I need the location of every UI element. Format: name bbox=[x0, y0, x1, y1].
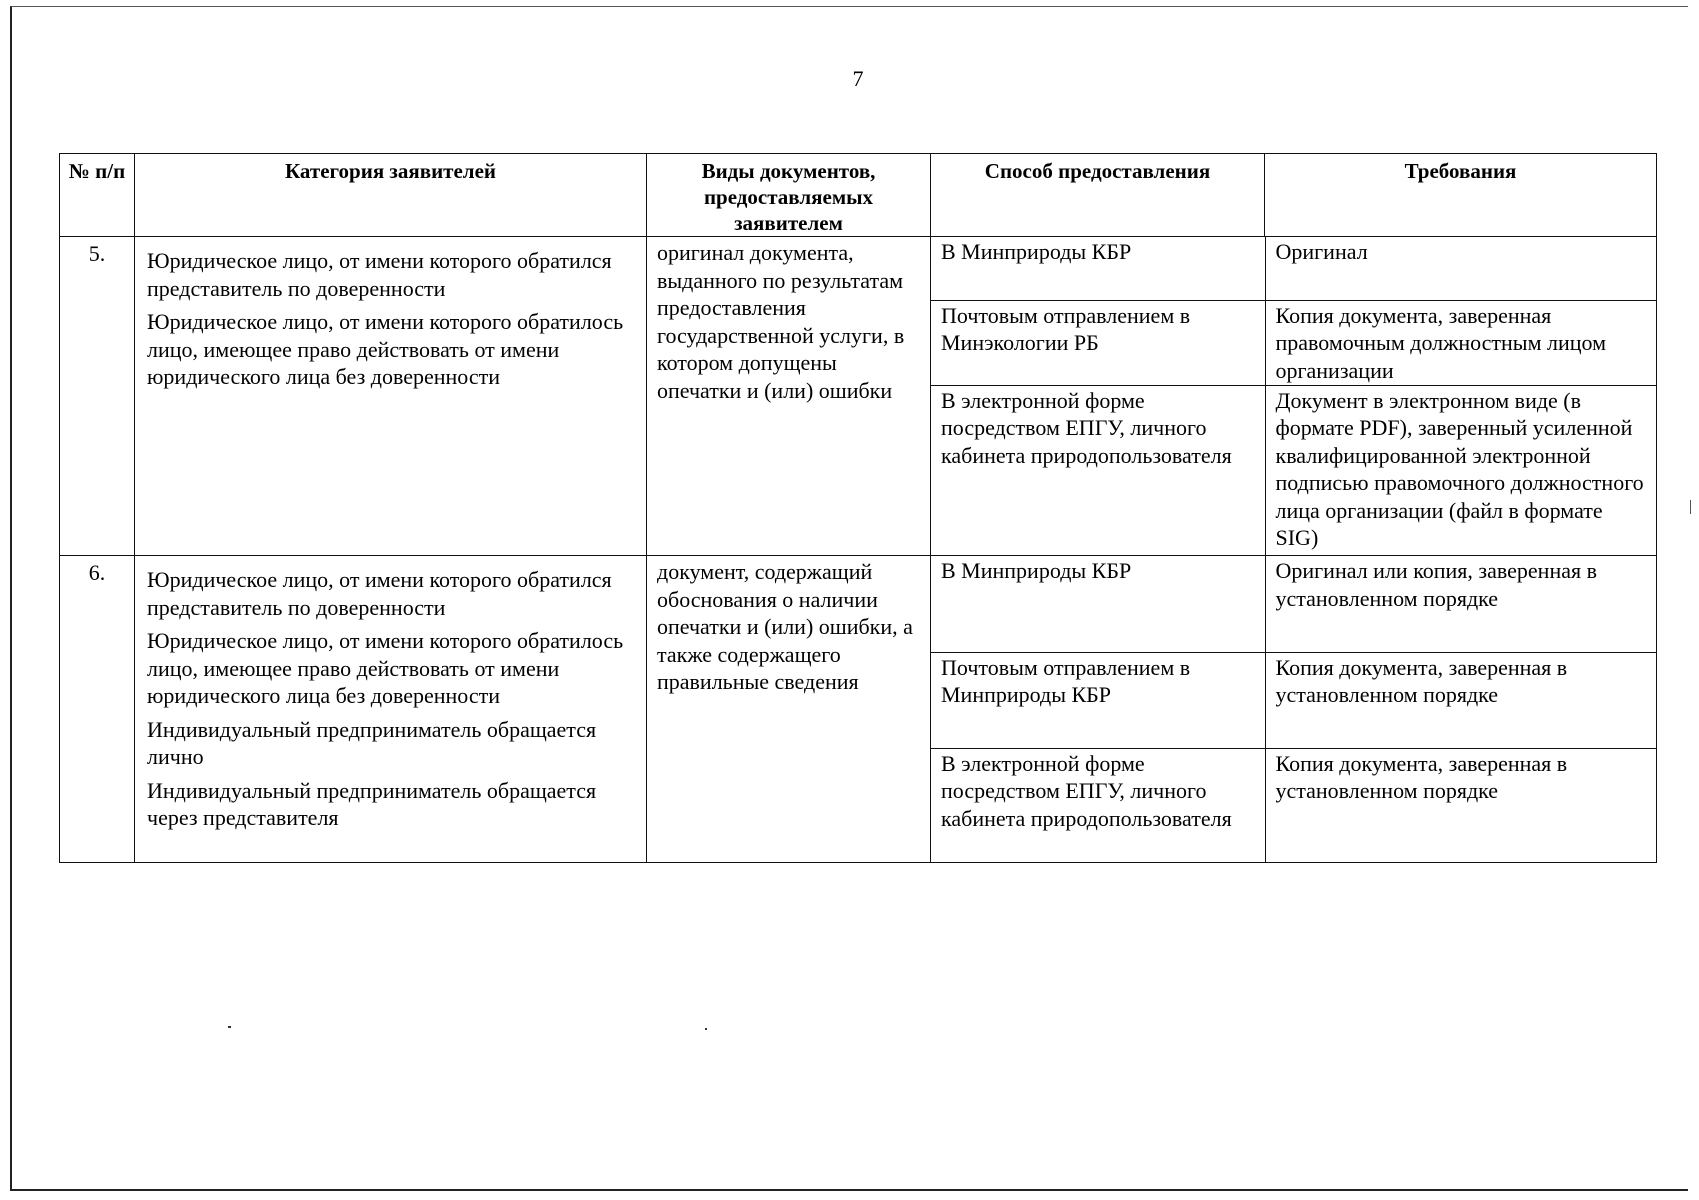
row-number: 5. bbox=[60, 237, 135, 556]
submission-method: В Минприроды КБР bbox=[931, 556, 1265, 652]
scan-mark bbox=[1690, 500, 1691, 514]
submission-method: В электронной форме посредством ЕПГУ, личного кабинета природопользователя bbox=[931, 385, 1265, 555]
table-header-row bbox=[60, 154, 1657, 237]
applicant-category: Юридическое лицо, от имени которого обратился представитель по доверенности bbox=[147, 567, 612, 620]
row-number: 6. bbox=[60, 556, 135, 863]
submission-method: Почтовым отправлением в Минприроды КБР bbox=[931, 652, 1265, 748]
applicant-category-cell bbox=[135, 556, 647, 863]
applicant-category: Юридическое лицо, от имени которого обратился представитель по доверенности bbox=[147, 248, 612, 301]
requirement: Копия документа, заверенная правомочным должностным лицом организации bbox=[1265, 300, 1657, 385]
method-row bbox=[931, 748, 1657, 862]
scan-speck bbox=[228, 1026, 231, 1028]
requirement: Копия документа, заверенная в установленном порядке bbox=[1265, 652, 1657, 748]
method-requirements-cell bbox=[931, 237, 1657, 556]
applicant-category: Индивидуальный предприниматель обращается через представителя bbox=[147, 777, 597, 830]
page-number: 7 bbox=[852, 66, 864, 91]
method-row bbox=[931, 652, 1657, 748]
requirement: Документ в электронном виде (в формате PDF), заверенный усиленной квалифицированной электронной подписью правомочного должностного лица организации (файл в формате SIG) bbox=[1275, 387, 1644, 550]
header-category: Категория заявителей bbox=[135, 154, 647, 237]
method-row bbox=[931, 300, 1657, 385]
document-type: оригинал документа, выданного по результатам предоставления государственной услуги, в котором допущены опечатки и (или) ошибки bbox=[647, 237, 931, 556]
method-row bbox=[931, 237, 1657, 300]
table-row bbox=[60, 237, 1657, 556]
submission-method: В Минприроды КБР bbox=[931, 237, 1265, 300]
method-requirements-table bbox=[931, 556, 1657, 862]
submission-method: В электронной форме посредством ЕПГУ, личного кабинета природопользователя bbox=[931, 748, 1265, 862]
applicant-category: Индивидуальный предприниматель обращается лично bbox=[147, 716, 597, 769]
document-type: документ, содержащий обоснования о наличии опечатки и (или) ошибки, а также содержащего правильные сведения bbox=[647, 556, 931, 863]
scan-speck bbox=[705, 1028, 707, 1030]
method-requirements-cell bbox=[931, 556, 1657, 863]
method-requirements-table bbox=[931, 237, 1657, 555]
requirement: Копия документа, заверенная в установленном порядке bbox=[1275, 750, 1568, 803]
applicant-category: Юридическое лицо, от имени которого обратилось лицо, имеющее право действовать от имени юридического лица без доверенности bbox=[147, 628, 624, 708]
submission-method: Почтовым отправлением в Минэкологии РБ bbox=[931, 300, 1265, 385]
requirement: Оригинал или копия, заверенная в установленном порядке bbox=[1265, 556, 1657, 652]
header-num: № п/п bbox=[60, 154, 135, 237]
header-requirements: Требования bbox=[1265, 154, 1657, 237]
header-method: Способ предоставления bbox=[931, 154, 1265, 237]
applicant-category-cell bbox=[135, 237, 647, 556]
table-row bbox=[60, 556, 1657, 863]
method-row bbox=[931, 385, 1657, 555]
applicant-documents-table bbox=[59, 153, 1657, 863]
requirement: Оригинал bbox=[1265, 237, 1657, 300]
method-row bbox=[931, 556, 1657, 652]
header-documents: Виды документов, предоставляемых заявителем bbox=[647, 154, 931, 237]
applicant-category: Юридическое лицо, от имени которого обратилось лицо, имеющее право действовать от имени юридического лица без доверенности bbox=[147, 309, 624, 389]
